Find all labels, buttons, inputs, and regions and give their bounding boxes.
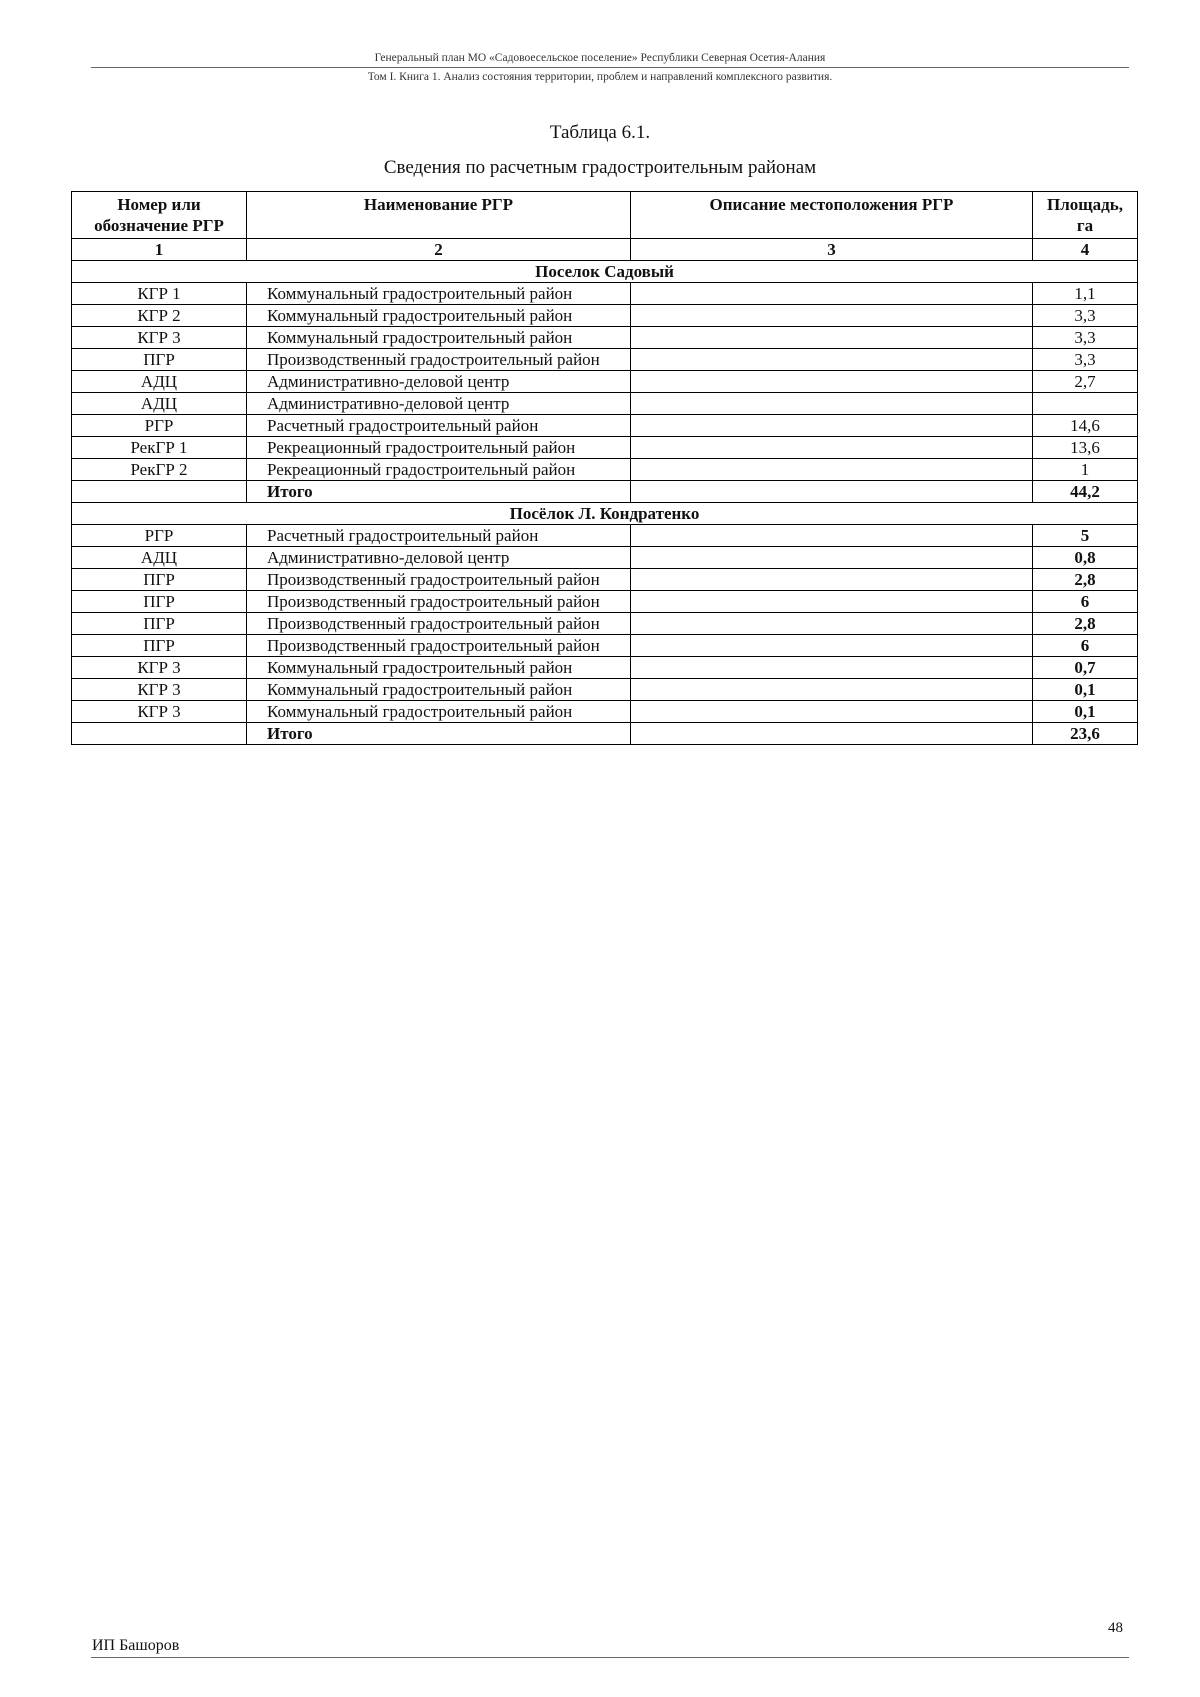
cell-description [631, 591, 1033, 613]
table-body [72, 261, 1138, 745]
total-label: Итого [247, 481, 631, 503]
cell-code: ПГР [72, 613, 247, 635]
cell-name: Расчетный градостроительный район [247, 415, 631, 437]
table-row [72, 349, 1138, 371]
cell-area: 3,3 [1033, 349, 1138, 371]
cell-code: КГР 3 [72, 701, 247, 723]
table-row [72, 371, 1138, 393]
cell-name: Производственный градостроительный район [247, 349, 631, 371]
cell-area: 1,1 [1033, 283, 1138, 305]
cell-description [631, 327, 1033, 349]
table-row [72, 437, 1138, 459]
cell-area: 0,8 [1033, 547, 1138, 569]
districts-table [71, 191, 1138, 745]
table-row [72, 701, 1138, 723]
header-rule [91, 67, 1129, 68]
col-number-2: 2 [247, 239, 631, 261]
table-row [72, 635, 1138, 657]
total-row [72, 723, 1138, 745]
cell-code: КГР 3 [72, 327, 247, 349]
cell-name: Производственный градостроительный район [247, 613, 631, 635]
table-row [72, 547, 1138, 569]
cell-description [631, 657, 1033, 679]
col-header-area: Площадь, га [1033, 192, 1138, 239]
cell-code: КГР 1 [72, 283, 247, 305]
cell-area: 0,7 [1033, 657, 1138, 679]
running-header-subtitle: Том I. Книга 1. Анализ состояния территории, проблем и направлений комплексного развития. [367, 71, 833, 83]
table-row [72, 459, 1138, 481]
cell-area: 0,1 [1033, 679, 1138, 701]
cell-code [72, 481, 247, 503]
table-row [72, 415, 1138, 437]
cell-code [72, 723, 247, 745]
page-footer: ИП Башоров [92, 1637, 180, 1654]
cell-description [631, 635, 1033, 657]
cell-area: 5 [1033, 525, 1138, 547]
cell-description [631, 679, 1033, 701]
table-header-row [72, 192, 1138, 239]
cell-code: РекГР 1 [72, 437, 247, 459]
cell-name: Производственный градостроительный район [247, 635, 631, 657]
cell-code: АДЦ [72, 547, 247, 569]
cell-code: ПГР [72, 591, 247, 613]
cell-description [631, 569, 1033, 591]
table-row [72, 569, 1138, 591]
cell-name: Коммунальный градостроительный район [247, 305, 631, 327]
table-row [72, 327, 1138, 349]
cell-name: Коммунальный градостроительный район [247, 679, 631, 701]
cell-name: Рекреационный градостроительный район [247, 459, 631, 481]
table-title: Сведения по расчетным градостроительным районам [383, 157, 817, 178]
cell-area: 14,6 [1033, 415, 1138, 437]
column-number-row [72, 239, 1138, 261]
cell-area: 6 [1033, 591, 1138, 613]
table-row [72, 591, 1138, 613]
cell-code: ПГР [72, 349, 247, 371]
cell-area [1033, 393, 1138, 415]
cell-area: 13,6 [1033, 437, 1138, 459]
table-row [72, 305, 1138, 327]
cell-code: КГР 3 [72, 679, 247, 701]
cell-description [631, 613, 1033, 635]
cell-name: Производственный градостроительный район [247, 591, 631, 613]
col-number-1: 1 [72, 239, 247, 261]
section-title: Поселок Садовый [72, 261, 1138, 283]
table-row [72, 657, 1138, 679]
cell-area: 1 [1033, 459, 1138, 481]
table-row [72, 393, 1138, 415]
cell-name: Коммунальный градостроительный район [247, 657, 631, 679]
col-header-desc: Описание местоположения РГР [631, 192, 1033, 239]
cell-description [631, 415, 1033, 437]
page-number: 48 [1108, 1620, 1123, 1636]
cell-description [631, 393, 1033, 415]
cell-area: 3,3 [1033, 327, 1138, 349]
cell-name: Административно-деловой центр [247, 547, 631, 569]
cell-area: 2,8 [1033, 613, 1138, 635]
section-row [72, 503, 1138, 525]
cell-name: Рекреационный градостроительный район [247, 437, 631, 459]
cell-code: ПГР [72, 569, 247, 591]
running-header-title: Генеральный план МО «Садовоесельское поселение» Республики Северная Осетия-Алания [374, 52, 826, 64]
table-row [72, 613, 1138, 635]
cell-name: Коммунальный градостроительный район [247, 701, 631, 723]
cell-code: КГР 2 [72, 305, 247, 327]
col-header-code: Номер или обозначение РГР [72, 192, 247, 239]
cell-description [631, 305, 1033, 327]
cell-description [631, 481, 1033, 503]
section-title: Посёлок Л. Кондратенко [72, 503, 1138, 525]
cell-code: РГР [72, 415, 247, 437]
table-row [72, 525, 1138, 547]
cell-area: 2,8 [1033, 569, 1138, 591]
table-row [72, 283, 1138, 305]
table-label: Таблица 6.1. [549, 122, 651, 143]
cell-description [631, 371, 1033, 393]
cell-name: Административно-деловой центр [247, 393, 631, 415]
cell-area: 6 [1033, 635, 1138, 657]
col-number-3: 3 [631, 239, 1033, 261]
cell-name: Производственный градостроительный район [247, 569, 631, 591]
cell-code: АДЦ [72, 393, 247, 415]
cell-name: Административно-деловой центр [247, 371, 631, 393]
total-label: Итого [247, 723, 631, 745]
cell-area: 0,1 [1033, 701, 1138, 723]
cell-area: 2,7 [1033, 371, 1138, 393]
cell-description [631, 525, 1033, 547]
cell-code: АДЦ [72, 371, 247, 393]
cell-code: КГР 3 [72, 657, 247, 679]
col-number-4: 4 [1033, 239, 1138, 261]
footer-rule [91, 1657, 1129, 1658]
cell-description [631, 437, 1033, 459]
cell-name: Коммунальный градостроительный район [247, 283, 631, 305]
cell-description [631, 723, 1033, 745]
col-header-name: Наименование РГР [247, 192, 631, 239]
cell-description [631, 459, 1033, 481]
cell-code: РГР [72, 525, 247, 547]
cell-code: РекГР 2 [72, 459, 247, 481]
cell-description [631, 547, 1033, 569]
total-row [72, 481, 1138, 503]
cell-description [631, 701, 1033, 723]
cell-code: ПГР [72, 635, 247, 657]
cell-name: Расчетный градостроительный район [247, 525, 631, 547]
total-area: 23,6 [1033, 723, 1138, 745]
cell-area: 3,3 [1033, 305, 1138, 327]
section-row [72, 261, 1138, 283]
total-area: 44,2 [1033, 481, 1138, 503]
cell-name: Коммунальный градостроительный район [247, 327, 631, 349]
cell-description [631, 349, 1033, 371]
cell-description [631, 283, 1033, 305]
table-row [72, 679, 1138, 701]
